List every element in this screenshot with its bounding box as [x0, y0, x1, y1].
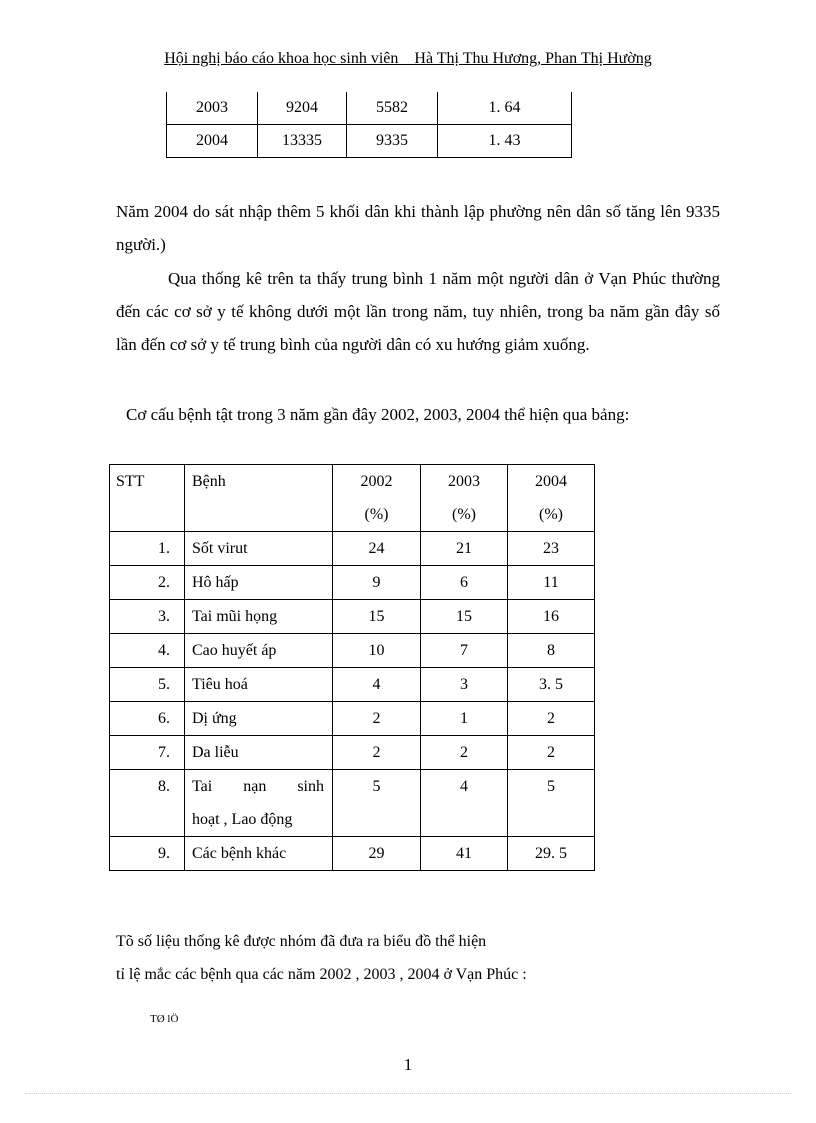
stt-cell: 6. [110, 702, 185, 736]
value-cell: 4 [421, 770, 508, 837]
value-cell: 23 [508, 532, 595, 566]
value-cell: 2 [508, 702, 595, 736]
header-cell [333, 465, 421, 532]
table-row [110, 600, 595, 634]
table-cell: 2004 [167, 125, 258, 158]
value-cell: 16 [508, 600, 595, 634]
unit-label: (%) [452, 506, 476, 523]
page-number: 1 [403, 1055, 413, 1074]
table-cell: 2003 [167, 92, 258, 125]
paragraph: Năm 2004 do sát nhập thêm 5 khối dân khi thành lập phường nên dân số tăng lên 9335 người.) [116, 202, 720, 254]
disease-cell: Tiêu hoá [185, 668, 333, 702]
value-cell: 3. 5 [508, 668, 595, 702]
year-label: 2003 [448, 473, 480, 490]
value-cell: 29. 5 [508, 837, 595, 871]
stt-cell: 7. [110, 736, 185, 770]
value-cell: 8 [508, 634, 595, 668]
table-cell: 5582 [347, 92, 438, 125]
table-row [110, 566, 595, 600]
disease-cell: Tai mũi họng [185, 600, 333, 634]
header-cell: STT [110, 465, 185, 532]
stt-cell: 1. [110, 532, 185, 566]
paragraph: Cơ cấu bệnh tật trong 3 năm gần đây 2002, 2003, 2004 thể hiện qua bảng: [126, 405, 630, 424]
disease-table [109, 464, 595, 871]
value-cell: 21 [421, 532, 508, 566]
table-cell: 9335 [347, 125, 438, 158]
value-cell: 7 [421, 634, 508, 668]
value-cell: 5 [508, 770, 595, 837]
value-cell: 4 [333, 668, 421, 702]
table-row [110, 702, 595, 736]
stt-cell: 9. [110, 837, 185, 871]
value-cell: 15 [333, 600, 421, 634]
value-cell: 41 [421, 837, 508, 871]
value-cell: 5 [333, 770, 421, 837]
table-row [110, 634, 595, 668]
value-cell: 15 [421, 600, 508, 634]
value-cell: 9 [333, 566, 421, 600]
disease-cell: Các bệnh khác [185, 837, 333, 871]
table-row [110, 736, 595, 770]
value-cell: 11 [508, 566, 595, 600]
disease-cell: Cao huyết áp [185, 634, 333, 668]
stt-cell: 4. [110, 634, 185, 668]
disease-cell: Sốt virut [185, 532, 333, 566]
disease-line: hoạt , Lao động [192, 811, 293, 828]
year-label: 2002 [360, 473, 393, 490]
value-cell: 2 [421, 736, 508, 770]
disease-cell: Hô hấp [185, 566, 333, 600]
value-cell: 2 [333, 736, 421, 770]
closing-line: tỉ lệ mắc các bệnh qua các năm 2002 , 2003 , 2004 ở Vạn Phúc : [116, 966, 527, 983]
table-cell: 9204 [258, 92, 347, 125]
closing-paragraph [116, 925, 527, 991]
disease-line: Tai nạn sinh [192, 778, 324, 795]
value-cell: 3 [421, 668, 508, 702]
table-row [110, 532, 595, 566]
page-break-line [25, 1093, 791, 1094]
disease-cell: Dị ứng [185, 702, 333, 736]
value-cell: 2 [508, 736, 595, 770]
year-label: 2004 [535, 473, 567, 490]
disease-cell: Da liễu [185, 736, 333, 770]
table-row [167, 92, 572, 125]
stt-cell: 8. [110, 770, 185, 837]
table-row [110, 837, 595, 871]
table-cell: 1. 43 [438, 125, 572, 158]
table-cell: 1. 64 [438, 92, 572, 125]
chart-title-fragment: TØ lÖ [150, 1013, 179, 1025]
disease-cell [185, 770, 333, 837]
stt-cell: 3. [110, 600, 185, 634]
stt-cell: 2. [110, 566, 185, 600]
population-table [166, 92, 572, 158]
unit-label: (%) [364, 506, 389, 523]
closing-line: Tõ số liệu thống kê được nhóm đã đưa ra biểu đồ thể hiện [116, 933, 487, 950]
header-cell [508, 465, 595, 532]
stt-cell: 5. [110, 668, 185, 702]
value-cell: 6 [421, 566, 508, 600]
table-header-row [110, 465, 595, 532]
table-row [110, 770, 595, 837]
table-row [167, 125, 572, 158]
value-cell: 29 [333, 837, 421, 871]
header-cell [421, 465, 508, 532]
unit-label: (%) [539, 506, 563, 523]
table-cell: 13335 [258, 125, 347, 158]
value-cell: 10 [333, 634, 421, 668]
document-header: Hội nghị báo cáo khoa học sinh viên _ Hà Thị Thu Hương, Phan Thị Hường [164, 50, 652, 67]
value-cell: 2 [333, 702, 421, 736]
value-cell: 24 [333, 532, 421, 566]
paragraph: Qua thống kê trên ta thấy trung bình 1 năm một người dân ở Vạn Phúc thường đến các cơ sở y tế không dưới một lần trong năm, tuy nhiên, trong ba năm gần đây số lần đến cơ sở y tế trung bình của người dân có xu hướng giảm xuống. [116, 269, 720, 354]
value-cell: 1 [421, 702, 508, 736]
header-cell: Bệnh [185, 465, 333, 532]
table-row [110, 668, 595, 702]
